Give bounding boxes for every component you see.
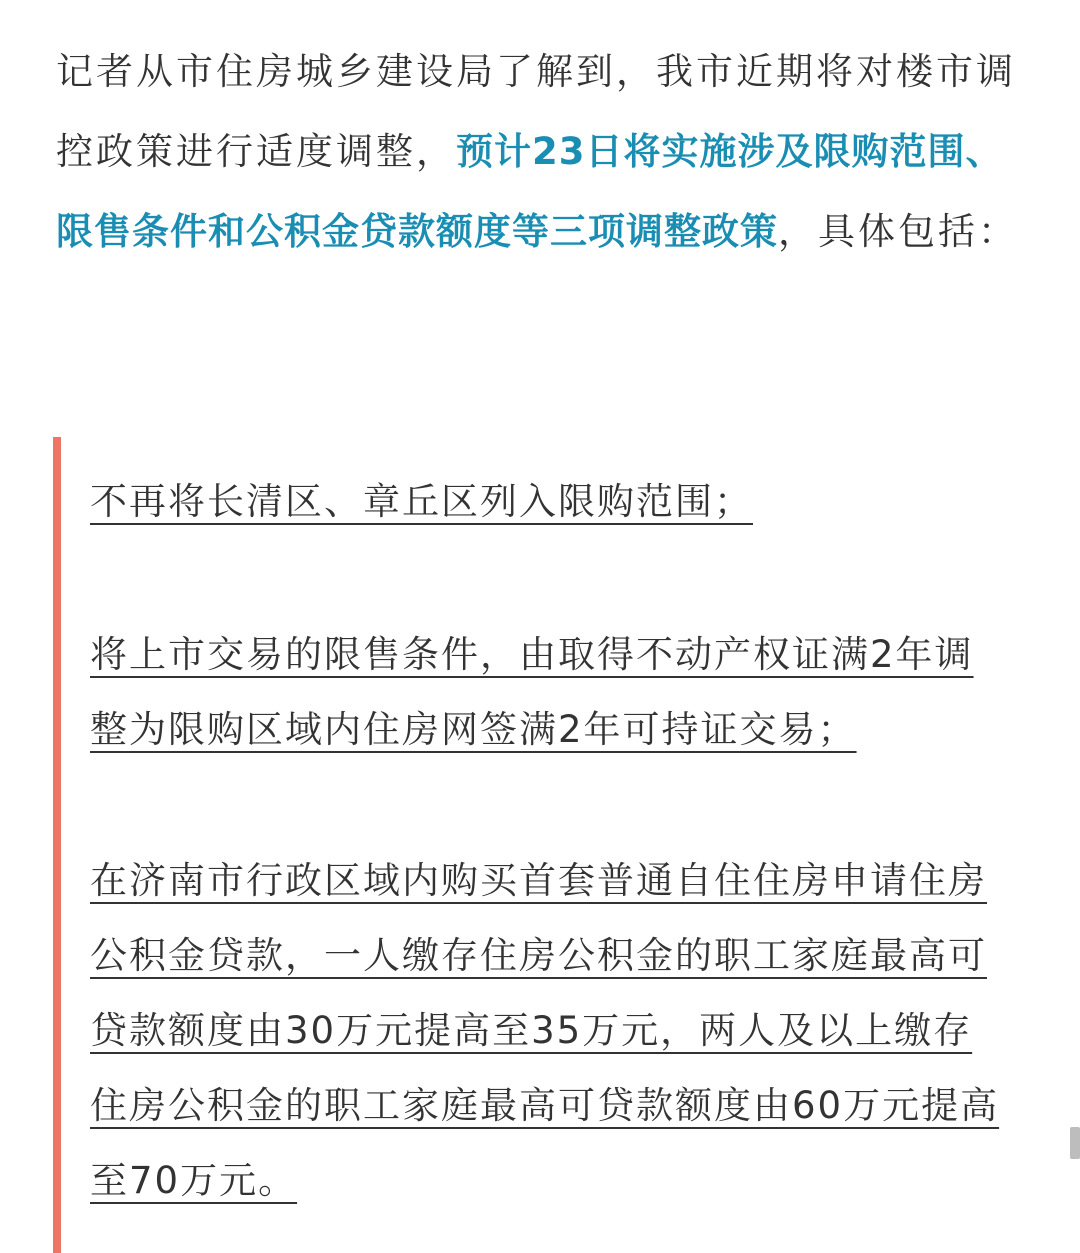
- policy-item-1: [90, 464, 1005, 539]
- policy-item-text: 将上市交易的限售条件，由取得不动产权证满2年调整为限购区域内住房网签满2年可持证交易；: [90, 633, 974, 751]
- policy-item-2: [90, 617, 1005, 767]
- intro-text: 记者从市住房城乡建设局了解到，我市近期将对楼市调控政策进行适度调整，: [56, 50, 1016, 173]
- policy-item-text: 在济南市行政区域内购买首套普通自住住房申请住房公积金贷款，一人缴存住房公积金的职工家庭最高可贷款额度由30万元提高至35万元，两人及以上缴存住房公积金的职工家庭最高可贷款额度由60万元提高至70万元。: [90, 859, 1000, 1202]
- intro-paragraph: [56, 32, 1041, 272]
- policy-item-text: 不再将长清区、章丘区列入限购范围；: [90, 480, 753, 523]
- scrollbar-thumb[interactable]: [1070, 1127, 1080, 1159]
- intro-tail: ，具体包括：: [778, 210, 1018, 253]
- policy-item-3: [90, 843, 1005, 1218]
- blockquote-bar: [53, 437, 61, 1253]
- intro-highlight: 预计23日将实施涉及限购范围、限售条件和公积金贷款额度等三项调整政策: [56, 130, 1004, 253]
